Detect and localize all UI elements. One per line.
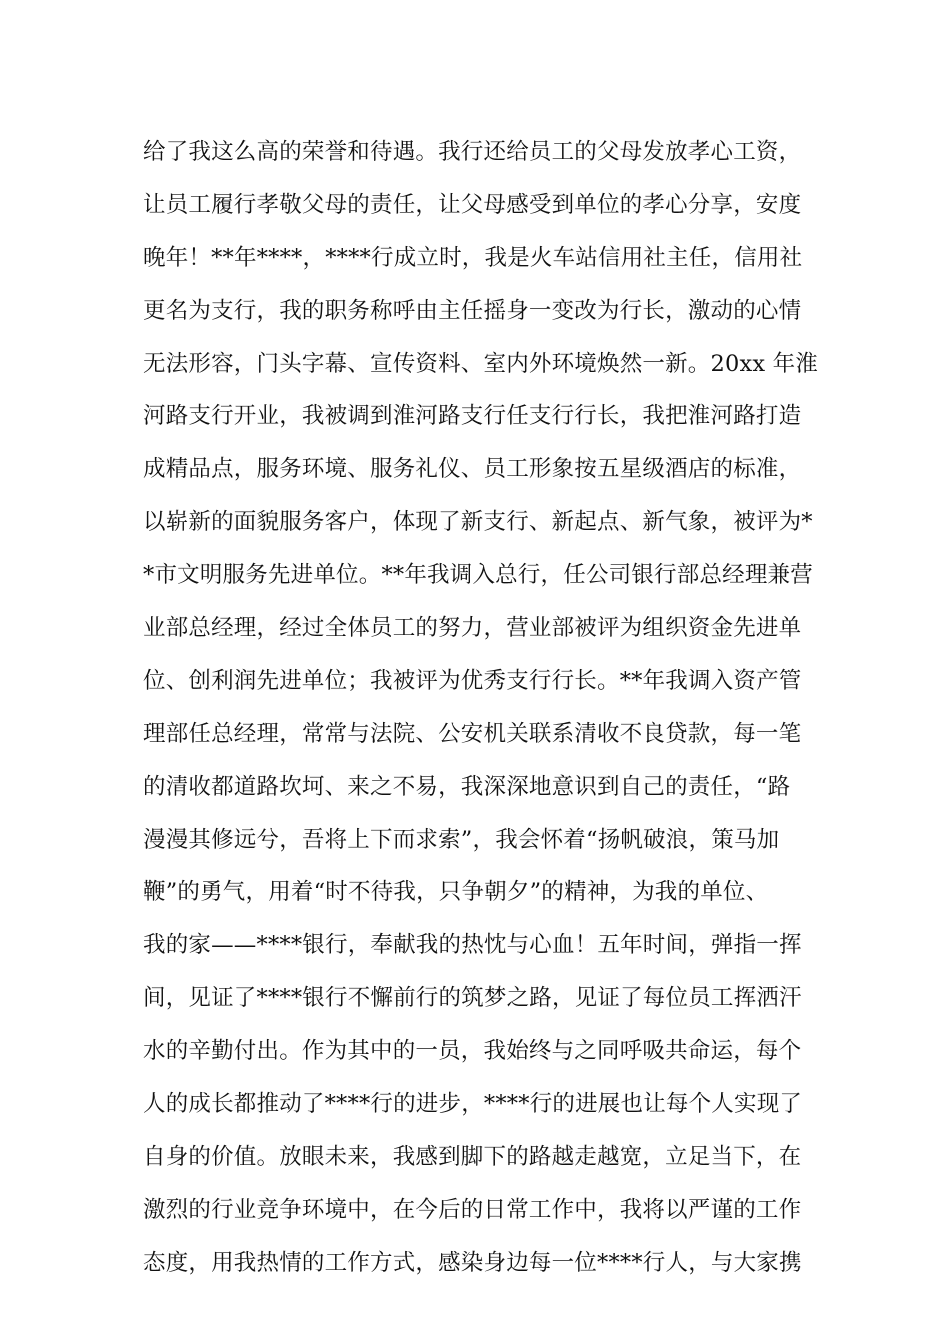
text-line: 我的家——****银行，奉献我的热忱与心血！五年时间，弹指一挥 — [143, 932, 802, 959]
text-line: 业部总经理，经过全体员工的努力，营业部被评为组织资金先进单 — [143, 615, 802, 642]
text-line: *市文明服务先进单位。**年我调入总行，任公司银行部总经理兼营 — [143, 562, 813, 589]
text-line: 间，见证了****银行不懈前行的筑梦之路，见证了每位员工挥洒汗 — [143, 985, 802, 1012]
text-line: 自身的价值。放眼未来，我感到脚下的路越走越宽，立足当下，在 — [143, 1143, 802, 1170]
text-line: 鞭”的勇气，用着“时不待我，只争朝夕”的精神，为我的单位、 — [143, 879, 769, 906]
text-line: 成精品点，服务环境、服务礼仪、员工形象按五星级酒店的标准， — [143, 456, 802, 483]
text-line: 晚年！**年****，****行成立时，我是火车站信用社主任，信用社 — [143, 244, 803, 271]
text-line: 以崭新的面貌服务客户，体现了新支行、新起点、新气象，被评为* — [143, 509, 813, 536]
text-line: 的清收都道路坎坷、来之不易，我深深地意识到自己的责任，“路 — [143, 773, 791, 800]
text-line: 激烈的行业竞争环境中，在今后的日常工作中，我将以严谨的工作 — [143, 1196, 802, 1223]
text-line: 河路支行开业，我被调到淮河路支行任支行行长，我把淮河路打造 — [143, 403, 802, 430]
text-line: 让员工履行孝敬父母的责任，让父母感受到单位的孝心分享，安度 — [143, 191, 802, 218]
text-line: 更名为支行，我的职务称呼由主任摇身一变改为行长，激动的心情 — [143, 297, 802, 324]
text-line: 漫漫其修远兮，吾将上下而求索”，我会怀着“扬帆破浪，策马加 — [143, 826, 780, 853]
text-line: 人的成长都推动了****行的进步，****行的进展也让每个人实现了 — [143, 1091, 803, 1118]
text-line: 无法形容，门头字幕、宣传资料、室内外环境焕然一新。20xx 年淮 — [143, 350, 819, 377]
text-line: 位、创利润先进单位；我被评为优秀支行行长。**年我调入资产管 — [143, 667, 802, 694]
body-text — [143, 130, 823, 1294]
text-line: 给了我这么高的荣誉和待遇。我行还给员工的父母发放孝心工资， — [143, 139, 802, 165]
text-line: 理部任总经理，常常与法院、公安机关联系清收不良贷款，每一笔 — [143, 720, 802, 747]
text-line: 水的辛勤付出。作为其中的一员，我始终与之同呼吸共命运，每个 — [143, 1038, 802, 1065]
text-line: 态度，用我热情的工作方式，感染身边每一位****行人，与大家携 — [143, 1249, 802, 1276]
